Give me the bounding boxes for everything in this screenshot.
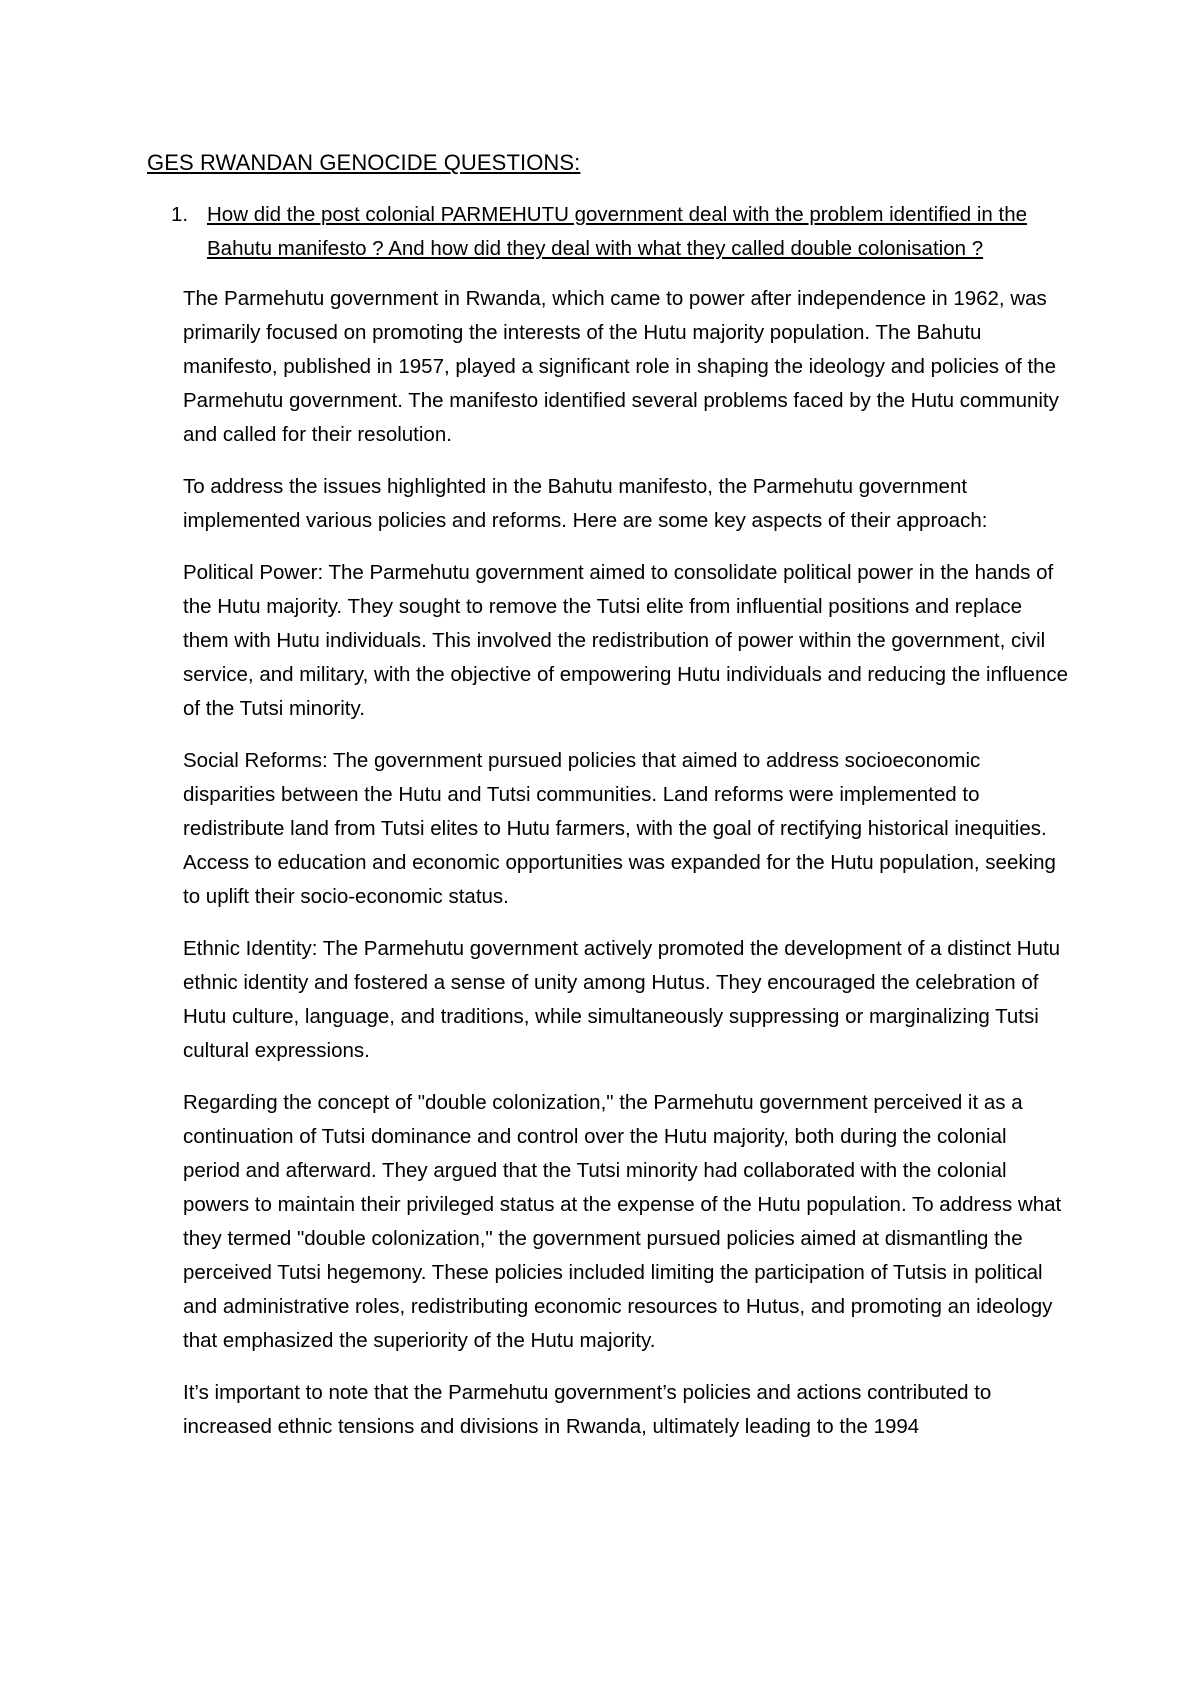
question-number: 1. — [171, 203, 189, 226]
paragraph-conclusion: It’s important to note that the Parmehutu government’s policies and actions contributed to increased ethnic tensions and divisions in Rwanda, ultimately leading to the 1994 — [183, 1381, 992, 1438]
paragraph-intro: The Parmehutu government in Rwanda, which came to power after independence in 1962, was primarily focused on promoting the interests of the Hutu majority population. The Bahutu manifesto, published in 1957, played a significant role in shaping the ideology and policies of the Parmehutu government. The manifesto identified several problems faced by the Hutu community and called for their resolution. — [183, 287, 1059, 446]
paragraph-approach: To address the issues highlighted in the Bahutu manifesto, the Parmehutu government implemented various policies and reforms. Here are some key aspects of their approach: — [183, 475, 988, 532]
question-item — [171, 198, 1068, 266]
paragraph-ethnic-identity: Ethnic Identity: The Parmehutu government actively promoted the development of a distinct Hutu ethnic identity and fostered a sense of unity among Hutus. They encouraged the celebration of Hutu culture, language, and traditions, while simultaneously suppressing or marginalizing Tutsi cultural expressions. — [183, 937, 1061, 1062]
paragraph-double-colonization: Regarding the concept of "double colonization," the Parmehutu government perceived it as a continuation of Tutsi dominance and control over the Hutu majority, both during the colonial period and afterward. They argued that the Tutsi minority had collaborated with the colonial powers to maintain their privileged status at the expense of the Hutu population. To address what they termed "double colonization," the government pursued policies aimed at dismantling the perceived Tutsi hegemony. These policies included limiting the participation of Tutsis in political and administrative roles, redistributing economic resources to Hutus, and promoting an ideology that emphasized the superiority of the Hutu majority. — [183, 1091, 1062, 1352]
document-body — [147, 148, 1069, 1462]
question-text: How did the post colonial PARMEHUTU government deal with the problem identified in the Bahutu manifesto ? And how did they deal with what they called double colonisation ? — [207, 203, 1028, 260]
document-title: GES RWANDAN GENOCIDE QUESTIONS: — [147, 150, 581, 175]
paragraph-social-reforms: Social Reforms: The government pursued policies that aimed to address socioeconomic disparities between the Hutu and Tutsi communities. Land reforms were implemented to redistribute land from Tutsi elites to Hutu farmers, with the goal of rectifying historical inequities. Access to education and economic opportunities was expanded for the Hutu population, seeking to uplift their socio-economic status. — [183, 749, 1056, 908]
paragraph-political-power: Political Power: The Parmehutu government aimed to consolidate political power in the hands of the Hutu majority. They sought to remove the Tutsi elite from influential positions and replace them with Hutu individuals. This involved the redistribution of power within the government, civil service, and military, with the objective of empowering Hutu individuals and reducing the influence of the Tutsi minority. — [183, 561, 1069, 720]
